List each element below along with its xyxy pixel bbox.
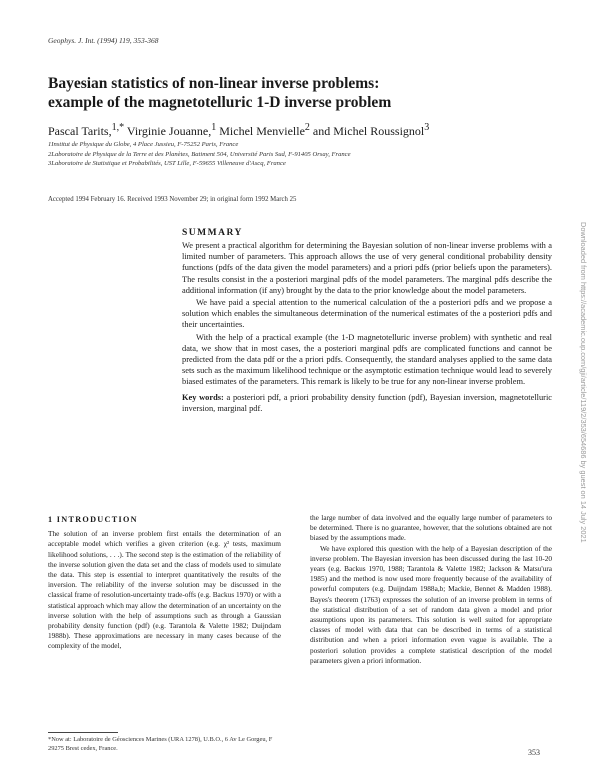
introduction-heading: 1 INTRODUCTION xyxy=(48,515,138,524)
summary-paragraph: With the help of a practical example (the 1-D magnetotelluric inverse problem) with synthetic and real data, we show that in most cases, the a posteriori marginal pdfs are complicated functions and cannot be predicted from the data pdf or the a priori pdfs. Consequently, the standard analyses applied to the same data sets such as the maximum likelihood technique or the asymptotic estimation technique would lead to severely biased estimates of the parameters. This remark is likely to be true for any non-linear inverse problem. xyxy=(182,332,552,387)
paper-title xyxy=(48,74,548,112)
summary-heading: SUMMARY xyxy=(182,228,243,238)
affiliation-1: 1Institut de Physique du Globe, 4 Place Jussieu, F-75252 Paris, France xyxy=(48,141,239,148)
title-line: Bayesian statistics of non-linear inverse problems: xyxy=(48,75,380,92)
footnote-rule xyxy=(48,732,118,733)
keywords-text: a posteriori pdf, a priori probability density function (pdf), Bayesian inversion, magnetotelluric inversion, marginal pdf. xyxy=(182,392,552,413)
intro-paragraph: We have explored this question with the help of a Bayesian description of the inverse problem. The Bayesian inversion has been discussed during the last 10-20 years (e.g. Backus 1970, 1988; Tarantola & Valette 1982; Jackson & Matsu'ura 1985) and the method is now used more frequently because of the availability of powerful computers (e.g. Duijndam 1988a,b; Mackie, Bennet & Madden 1988). Bayes's theorem (1763) expresses the solution of an inverse problem in terms of the statistical distribution of a set of random data given a model and prior assumptions upon its parameters. This solution is well suited for appropriate classes of model with data that can be described in terms of a statistical distribution and when a priori information even vague is available. The a posteriori solution provides a complete statistical description of the model parameters given a priori information. xyxy=(310,543,552,665)
keywords xyxy=(182,392,552,414)
page-number: 353 xyxy=(528,748,540,757)
accepted-dates: Accepted 1994 February 16. Received 1993 November 29; in original form 1992 March 25 xyxy=(48,196,297,203)
download-stamp: Downloaded from https://academic.oup.com/gji/article/119/2/353/654686 by guest on 14 July 2021 xyxy=(579,222,588,543)
summary-paragraph: We have paid a special attention to the numerical calculation of the a posteriori pdfs and we propose a solution which enables the simultaneous determination of the numerical estimates of the a posteriori pdfs and their uncertainties. xyxy=(182,298,552,330)
keywords-label: Key words: xyxy=(182,392,224,402)
affiliation-3: 3Laboratoire de Statistique et Probabilités, UST Lille, F-59655 Villeneuve d'Ascq, France xyxy=(48,160,286,168)
intro-paragraph: The solution of an inverse problem first entails the determination of an acceptable model which verifies a given criterion (e.g. χ² tests, maximum likelihood solutions, . . .). The second step is the estimation of the reliability of the inverse solution given the data set and the class of models used to simulate the data. This step is essential to interpret quantitatively the results of the inversion. The reliability of the inverse solution may be discussed in the classical frame of resolution-uncertainty trade-offs (e.g. Backus 1970) or with a statistical approach which may allow the determination of an uncertainty on the inverse solution with the help of assumptions such as through a Gaussian probability density function (pdf) (e.g. Tarantola & Valette 1982; Duijndam 1988b). These approximations are necessary in many cases because of the complexity of the model, xyxy=(48,529,281,651)
title-line: example of the magnetotelluric 1-D inverse problem xyxy=(48,94,392,111)
intro-right-column xyxy=(310,513,552,666)
footnote: *Now at: Laboratoire de Géosciences Marines (URA 1278), U.B.O., 6 Av Le Gorgeu, F 29275 Brest cedex, France. xyxy=(48,736,273,752)
intro-paragraph: the large number of data involved and the equally large number of parameters to be determined. There is no guarantee, however, that the solutions obtained are not biased by the assumptions made. xyxy=(310,513,552,543)
summary-section xyxy=(182,228,552,414)
affiliation-2: 2Laboratoire de Physique de la Terre et des Planètes, Batiment 504, Université Paris Sud, F-91405 Orsay, France xyxy=(48,150,351,158)
affiliation-list xyxy=(48,140,351,169)
intro-left-column xyxy=(48,515,281,652)
author-list: Pascal Tarits,$^{1,*}$ Virginie Jouanne,$^1$ Michel Menvielle$^2$ and Michel Roussignol$^3$ xyxy=(48,122,430,138)
summary-paragraph: We present a practical algorithm for determining the Bayesian solution of non-linear inverse problems with a limited number of parameters. This approach allows the use of very general conditional probability density functions (pdfs of the data given the model parameters) and a priori pdfs (prior beliefs upon the parameters). The results consist in the a posteriori marginal pdfs of the model parameters. The marginal pdfs describe the additional information (if any) brought by the data to the prior knowledge about the model parameters. xyxy=(182,241,552,295)
journal-reference: Geophys. J. Int. (1994) 119, 353-368 xyxy=(48,36,159,45)
